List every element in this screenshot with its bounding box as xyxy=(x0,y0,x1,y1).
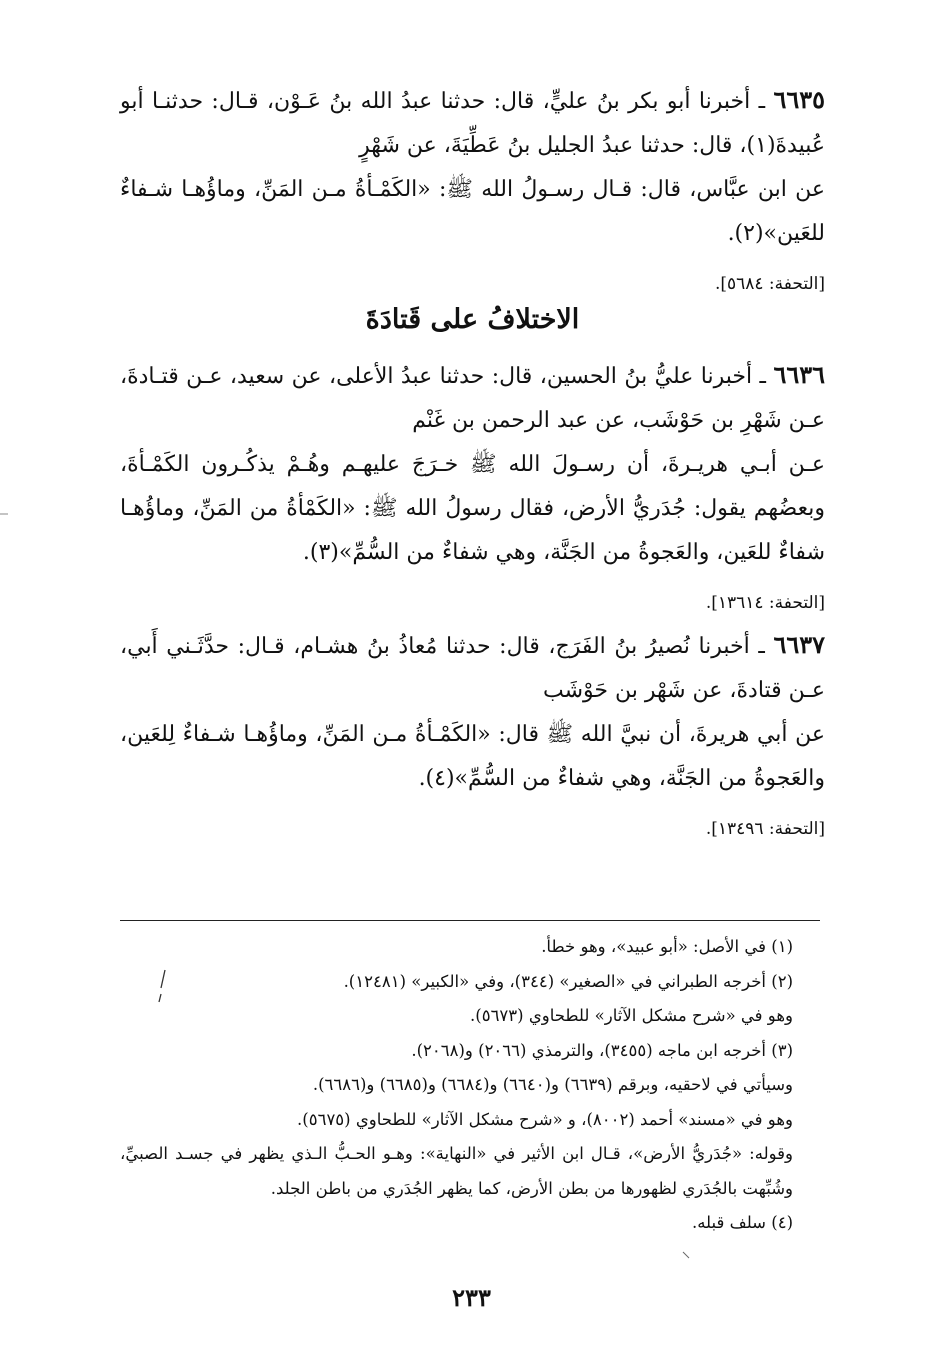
footnote-line: وهو في «مسند» أحمد (٨٠٠٢)، و «شرح مشكل الآثار» للطحاوي (٥٦٧٥). xyxy=(297,1109,793,1129)
hadith-text-6636: عـن أبـي هريـرةَ، أن رسـولَ الله ﷺ خـرَجَ عليهـم وهُـمْ يذكُـرون الكَمْـأةَ، وبعضُهم يقول: جُدَريُّ الأرض، فقال رسولُ الله ﷺ: «الكَمْأةُ من المَنِّ، وماؤُهـا شفاءٌ للعَين، والعَجوةُ من الجَنَّة، وهي شفاءٌ من السُّمِّ»(٣). xyxy=(120,452,825,565)
isnad-text: ـ أخبرنا أبو بكر بنُ عليٍّ، قال: حدثنا عبدُ الله بنُ عَـوْن، قـال: حدثنـا أبو عُبيدةَ(١)، قال: حدثنا عبدُ الجليل بنُ عَطِّيَةَ، عن شَهْرٍ xyxy=(120,89,825,158)
hadith-text-6635: عن ابن عبَّاس، قال: قـال رسـولُ الله ﷺ: «الكَمْـأةُ مـن المَنِّ، وماؤُهـا شـفاءٌ للعَين»(٢). xyxy=(120,177,825,246)
pencil-mark xyxy=(155,968,169,1004)
footnote-line: (١) في الأصل: «أبو عبيد»، وهو خطأ. xyxy=(541,937,793,956)
footnote-line: وسيأتي في لاحقيه، وبرقم (٦٦٣٩) و(٦٦٤٠) و(٦٦٨٤) و(٦٦٨٥) و(٦٦٨٦). xyxy=(312,1075,793,1094)
footnote-line: وقوله: «جُدَريُّ الأرض»، قـال ابن الأثير في «النهاية»: وهـو الحـبُّ الـذي يظهر في جسـد الصبيِّ، وشُبِّهت بالجُدَري لظهورها من بطن الأرض، كما يظهر الجُدَري من باطن الجلد. xyxy=(120,1144,793,1198)
hadith-chain-6635 xyxy=(120,78,825,168)
section-heading: الاختلافُ على قَتادَةَ xyxy=(365,304,580,335)
tuhfa-reference: [التحفة: ٥٦٨٤]. xyxy=(714,274,825,294)
hadith-chain-6637 xyxy=(120,623,825,713)
hadith-number: ٦٦٣٦ xyxy=(773,360,825,389)
footnotes xyxy=(120,930,793,1241)
footnote-line: (٤) سلف قبله. xyxy=(691,1213,793,1232)
footnote-line: (٢) أخرجه الطبراني في «الصغير» (٣٤٤)، وفي «الكبير» (١٢٤٨١). xyxy=(343,971,793,991)
isnad-text: ـ أخبرنا عليُّ بنُ الحسين، قال: حدثنا عبدُ الأعلى، عن سعيد، عـن قتـادةَ، عـن شَهْرِ بن حَوْشَب، عن عبد الرحمن بن غَنْم xyxy=(120,364,825,433)
isnad-text: ـ أخبرنا نُصيرُ بنُ الفَرَج، قال: حدثنا مُعاذُ بنُ هشـام، قـال: حدَّثَـني أَبي، عـن قتادةَ، عن شَهْر بن حَوْشَب xyxy=(120,634,825,703)
footnote-line: (٣) أخرجه ابن ماجه (٣٤٥٥)، والترمذي (٢٠٦٦) و(٢٠٦٨). xyxy=(411,1040,793,1060)
hadith-number: ٦٦٣٧ xyxy=(773,630,825,659)
footnote-separator xyxy=(120,920,820,921)
page-number: ٢٣٣ xyxy=(452,1283,491,1312)
hadith-number: ٦٦٣٥ xyxy=(773,85,825,114)
tuhfa-reference: [التحفة: ١٣٦١٤]. xyxy=(705,593,825,613)
stray-mark xyxy=(681,1250,691,1260)
hadith-chain-6636 xyxy=(120,353,825,443)
hadith-text-6637: عن أبي هريرةَ، أن نبيَّ الله ﷺ قال: «الكَمْـأةُ مـن المَنِّ، وماؤُهـا شـفاءٌ لِلعَين، والعَجوةُ من الجَنَّة، وهي شفاءٌ من السُّمِّ»(٤). xyxy=(120,722,825,791)
footnote-line: وهو في «شرح مشكل الآثار» للطحاوي (٥٦٧٣). xyxy=(470,1006,793,1025)
tuhfa-reference: [التحفة: ١٣٤٩٦]. xyxy=(705,819,825,839)
edge-mark xyxy=(0,512,8,516)
main-text xyxy=(120,78,825,849)
